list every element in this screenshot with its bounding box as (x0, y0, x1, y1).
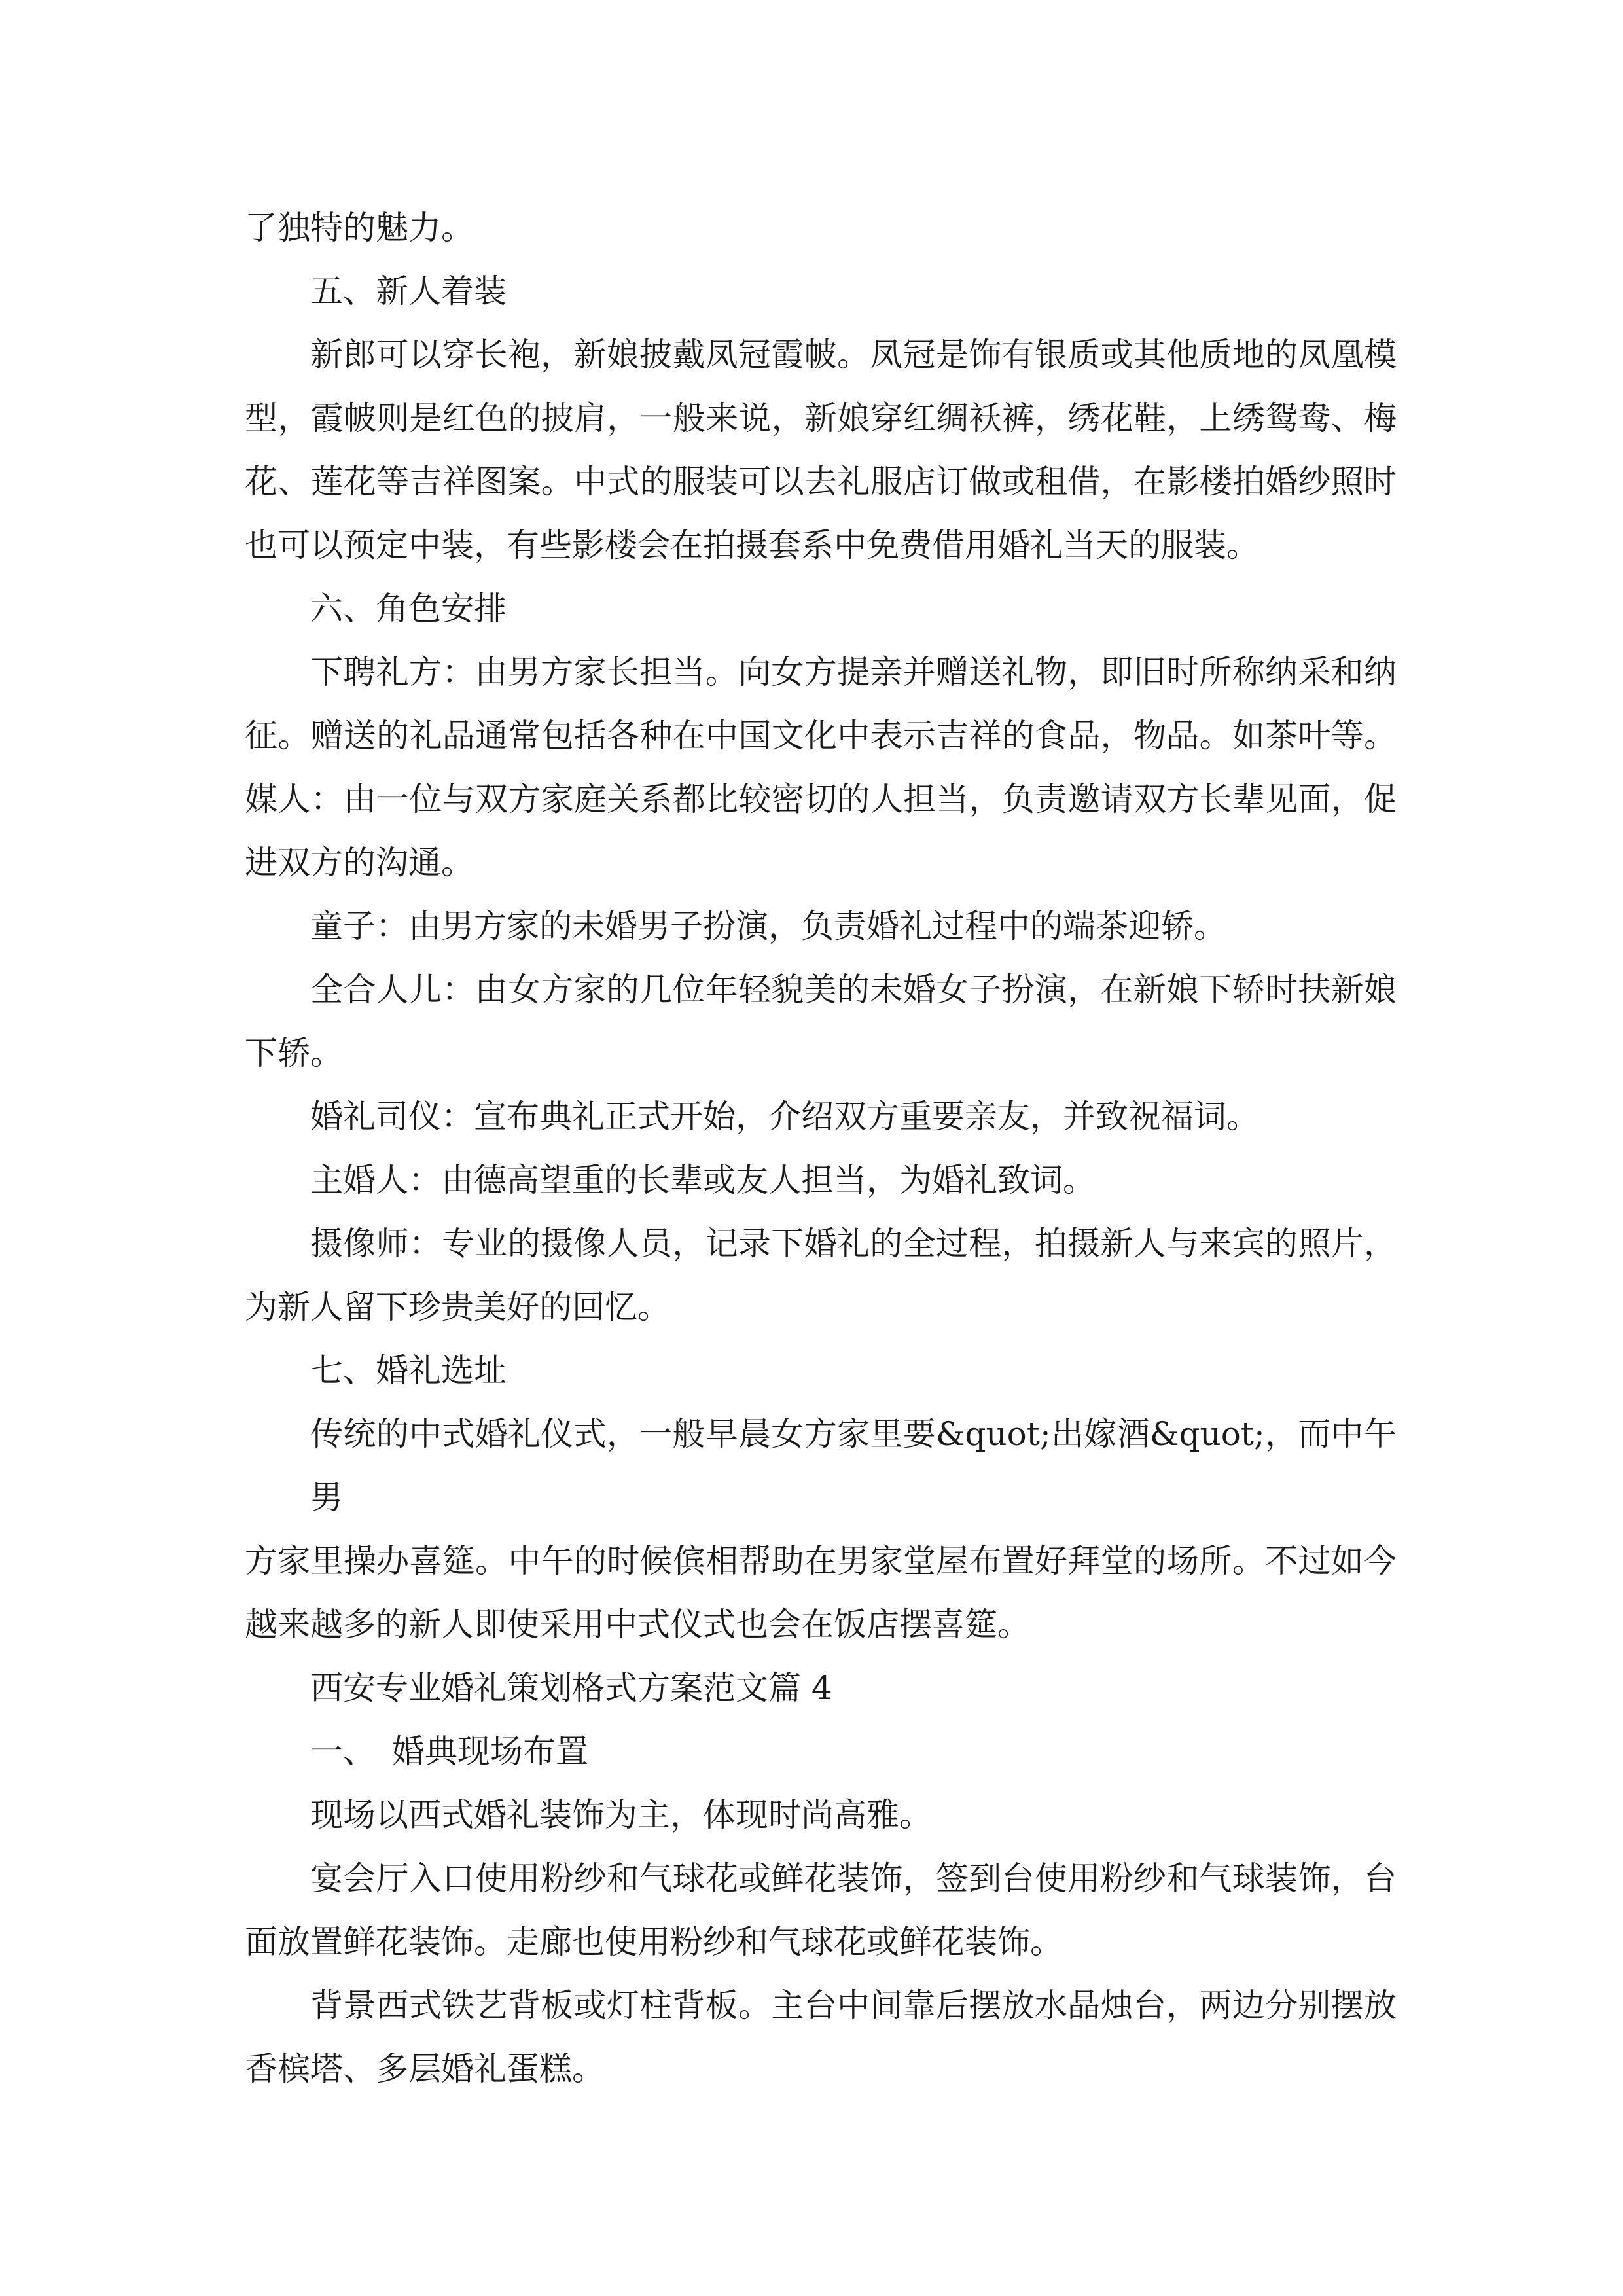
text-line: 了独特的魅力。 (245, 209, 474, 247)
text-line: 下聘礼方：由男方家长担当。向女方提亲并赠送礼物，即旧时所称纳采和纳 (310, 653, 1397, 691)
document-body (245, 196, 1397, 2101)
text-line: 一、 婚典现场布置 (310, 1732, 588, 1770)
text-line: 七、婚礼选址 (310, 1352, 507, 1390)
text-line: 传统的中式婚礼仪式，一般早晨女方家里要&quot;出嫁酒&quot;，而中午男 (310, 1415, 1397, 1516)
text-line: 方家里操办喜筵。中午的时候傧相帮助在男家堂屋布置好拜堂的场所。不过如今 (245, 1542, 1397, 1580)
text-line: 越来越多的新人即使采用中式仪式也会在饭店摆喜筵。 (245, 1605, 1030, 1643)
text-line: 童子：由男方家的未婚男子扮演，负责婚礼过程中的端茶迎轿。 (310, 907, 1226, 945)
text-line: 为新人留下珍贵美好的回忆。 (245, 1288, 670, 1326)
text-line: 下轿。 (245, 1034, 343, 1072)
text-line: 西安专业婚礼策划格式方案范文篇 4 (310, 1669, 832, 1707)
text-line: 宴会厅入口使用粉纱和气球花或鲜花装饰，签到台使用粉纱和气球装饰，台 (310, 1859, 1397, 1897)
text-line: 全合人儿：由女方家的几位年轻貌美的未婚女子扮演，在新娘下轿时扶新娘 (310, 971, 1397, 1009)
text-line: 媒人：由一位与双方家庭关系都比较密切的人担当，负责邀请双方长辈见面，促 (245, 780, 1397, 818)
text-line: 主婚人：由德高望重的长辈或友人担当，为婚礼致词。 (310, 1161, 1096, 1199)
text-line: 型，霞帔则是红色的披肩，一般来说，新娘穿红绸袄裤，绣花鞋，上绣鸳鸯、梅 (245, 399, 1397, 437)
text-line: 征。赠送的礼品通常包括各种在中国文化中表示吉祥的食品，物品。如茶叶等。 (245, 717, 1397, 755)
text-line: 香槟塔、多层婚礼蛋糕。 (245, 2050, 605, 2088)
text-line: 六、角色安排 (310, 590, 507, 628)
text-line: 婚礼司仪：宣布典礼正式开始，介绍双方重要亲友，并致祝福词。 (310, 1098, 1259, 1136)
text-line: 进双方的沟通。 (245, 844, 474, 882)
text-line: 现场以西式婚礼装饰为主，体现时尚高雅。 (310, 1796, 932, 1834)
text-line: 新郎可以穿长袍，新娘披戴凤冠霞帔。凤冠是饰有银质或其他质地的凤凰模 (310, 336, 1397, 374)
text-line: 花、莲花等吉祥图案。中式的服装可以去礼服店订做或租借，在影楼拍婚纱照时 (245, 463, 1397, 501)
text-line: 摄像师：专业的摄像人员，记录下婚礼的全过程，拍摄新人与来宾的照片， (310, 1225, 1397, 1263)
text-line: 也可以预定中装，有些影楼会在拍摄套系中免费借用婚礼当天的服装。 (245, 526, 1259, 564)
text-line: 五、新人着装 (310, 272, 507, 310)
text-line: 背景西式铁艺背板或灯柱背板。主台中间靠后摆放水晶烛台，两边分别摆放 (310, 1986, 1397, 2024)
text-line: 面放置鲜花装饰。走廊也使用粉纱和气球花或鲜花装饰。 (245, 1923, 1063, 1961)
